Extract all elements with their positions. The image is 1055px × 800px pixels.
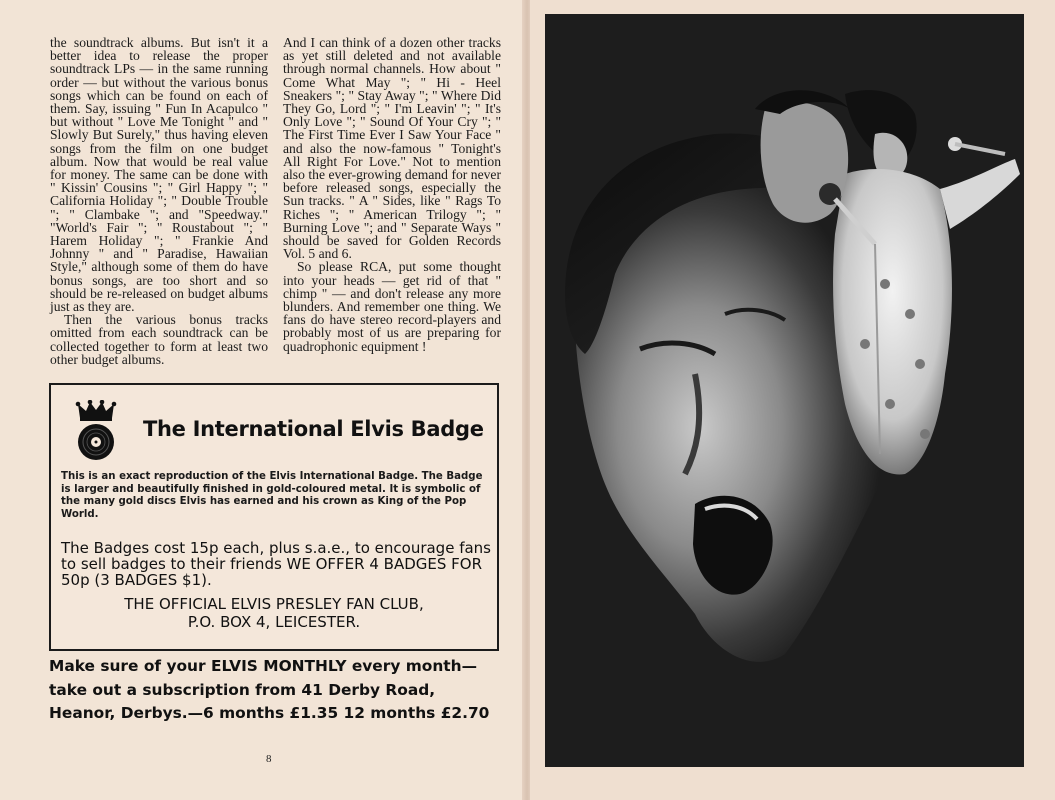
ad-address <box>51 595 497 631</box>
article-column-2 <box>283 36 501 353</box>
ad-address-line: THE OFFICIAL ELVIS PRESLEY FAN CLUB, <box>124 595 424 613</box>
subscription-details: every month—take out a subscription from 41 Derby Road, Heanor, Derbys.—6 months £1.35 12 months £2.70 <box>49 657 490 722</box>
badge-advertisement <box>49 383 499 651</box>
ad-description: This is an exact reproduction of the Elvis International Badge. The Badge is larger and beautifully finished in gold-coloured metal. It is symbolic of the many gold discs Elvis has earned and his crown as King of the Pop World. <box>61 471 483 520</box>
performer-photo <box>545 14 1024 767</box>
subscription-lead: Make sure of your <box>49 657 211 675</box>
article-column-1 <box>50 36 268 366</box>
subscription-brand: ELVIS MONTHLY <box>210 657 347 675</box>
ad-title: The International Elvis Badge <box>143 417 484 441</box>
left-page <box>0 0 527 800</box>
subscription-notice <box>49 655 499 726</box>
ad-price-text: The Badges cost 15p each, plus s.a.e., to encourage fans to sell badges to their friends WE OFFER 4 BADGES FOR 50p (3 BADGES $1). <box>61 539 491 589</box>
article-paragraph: Then the various bonus tracks omitted from each soundtrack can be collected together to form at least two other budget albums. <box>50 312 268 367</box>
ad-address-line: P.O. BOX 4, LEICESTER. <box>187 613 361 631</box>
article-paragraph: the soundtrack albums. But isn't it a better idea to release the proper soundtrack LPs — in the same running order — but without the various bonus songs which can be found on each of them. Say, issuing " Fun In Acapulco " but without " Love Me Tonight " and " Slowly But Surely," thus having eleven songs from the film on one budget album. Now that would be real value for money. The same can be done with " Kissin' Cousins "; " Girl Happy "; " California Holiday "; " Double Trouble "; " Clambake "; and "Speedway." "World's Fair "; " Roustabout "; " Harem Holiday "; " Frankie And Johnny " and " Paradise, Hawaiian Style," although some of them do have bonus songs, are too short and so should be re-released on budget albums just as they are. <box>50 35 268 315</box>
crown-record-logo-icon <box>74 400 118 462</box>
article-paragraph: And I can think of a dozen other tracks as yet still deleted and not available through normal channels. How about " Come What May "; " Hi - Heel Sneakers "; " Stay Away "; " Where Did They Go, Lord "; " I'm Leavin' "; " It's Only Love "; " Sound Of Your Cry "; " The First Time Ever I Saw Your Face " and also the now-famous " Tonight's All Right For Love." Not to mention also the ever-growing demand for never before released songs, especially the Sun tracks. " A " Sides, like " Rags To Riches "; " American Trilogy "; " Burning Love "; and " Separate Ways " should be saved for Golden Records Vol. 5 and 6. <box>283 35 501 262</box>
page-number: 8 <box>266 753 272 765</box>
article-paragraph: So please RCA, put some thought into your heads — get rid of that " chimp " — and don't release any more blunders. And remember one thing. We fans do have stereo record-players and probably most of us are preparing for quadrophonic equipment ! <box>283 259 501 354</box>
